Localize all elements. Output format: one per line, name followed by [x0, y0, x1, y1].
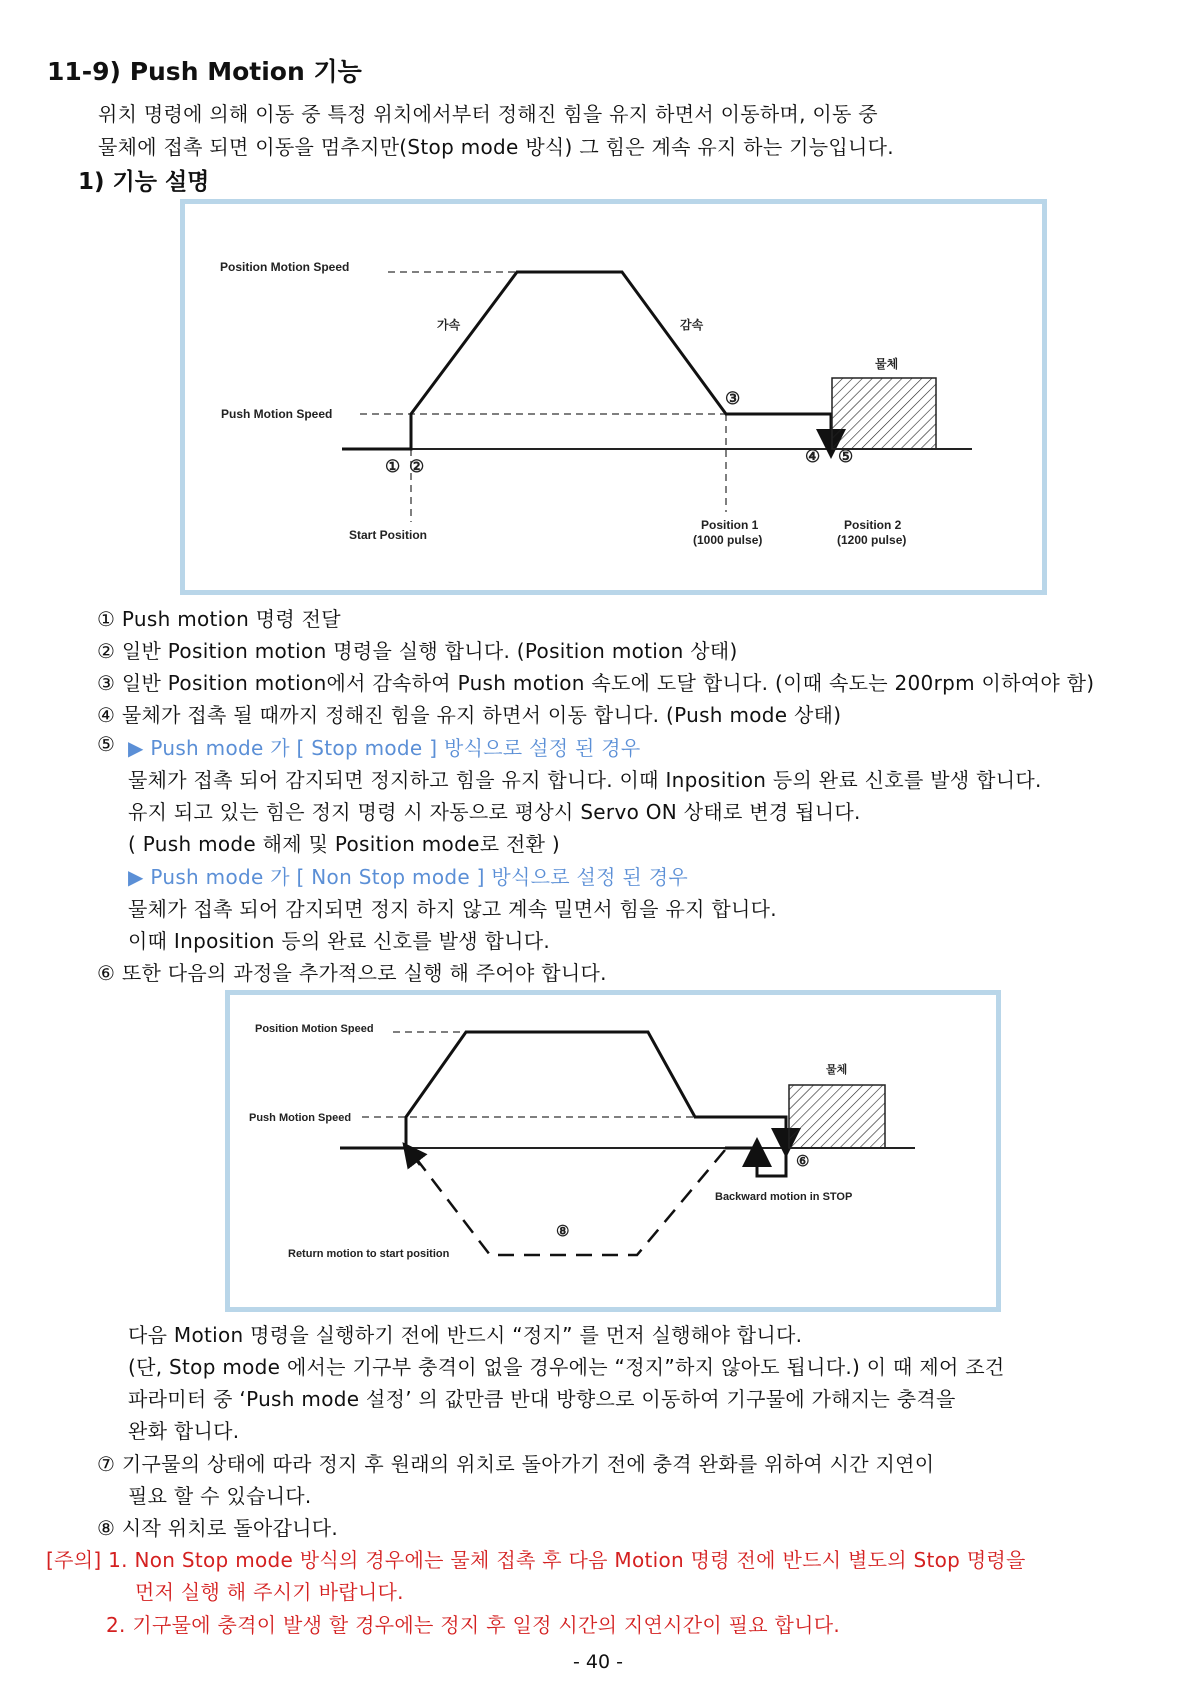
section-heading: 1) 기능 설명 [78, 169, 210, 195]
marker-3: ③ [725, 389, 741, 408]
intro-line-2: 물체에 접촉 되면 이동을 멈추지만(Stop mode 방식) 그 힘은 계속 유지 하는 기능입니다. [98, 135, 894, 159]
step-1: ① Push motion 명령 전달 [97, 607, 341, 631]
marker-4: ④ [805, 447, 821, 466]
step-5-line-3: ( Push mode 해제 및 Position mode로 전환 ) [128, 832, 560, 856]
note-2: 2. 기구물에 충격이 발생 할 경우에는 정지 후 일정 시간의 지연시간이 필요 합니다. [106, 1613, 841, 1637]
label-return: Return motion to start position [288, 1248, 450, 1260]
after-line-1: 다음 Motion 명령을 실행하기 전에 반드시 “정지” 를 먼저 실행해야 합니다. [128, 1323, 803, 1347]
label-position-1-sub: (1000 pulse) [693, 533, 763, 547]
after-line-3: 파라미터 중 ‘Push mode 설정’ 의 값만큼 반대 방향으로 이동하여 기구물에 가해지는 충격을 [128, 1387, 956, 1411]
step-8: ⑧ 시작 위치로 돌아갑니다. [97, 1516, 339, 1540]
label-backward: Backward motion in STOP [715, 1191, 853, 1203]
step-5-marker: ⑤ [97, 732, 116, 756]
step-5-nonstop-heading: ▶ Push mode 가 [ Non Stop mode ] 방식으로 설정 된 경우 [128, 865, 688, 889]
return-motion-diagram [225, 990, 1001, 1312]
label-object-2: 물체 [826, 1064, 848, 1076]
note-1: [주의] 1. Non Stop mode 방식의 경우에는 물체 접촉 후 다음 Motion 명령 전에 반드시 별도의 Stop 명령을 [46, 1548, 1026, 1572]
marker-8: ⑧ [556, 1223, 570, 1240]
after-line-2: (단, Stop mode 에서는 기구부 충격이 없을 경우에는 “정지”하지 않아도 됩니다.) 이 때 제어 조건 [128, 1355, 1005, 1379]
step-3: ③ 일반 Position motion에서 감속하여 Push motion 속도에 도달 합니다. (이때 속도는 200rpm 이하여야 함) [97, 671, 1095, 695]
step-5-line-2: 유지 되고 있는 힘은 정지 명령 시 자동으로 평상시 Servo ON 상태로 변경 됩니다. [128, 800, 861, 824]
backward-motion-path [757, 1148, 786, 1176]
speed-profile-2 [340, 1032, 786, 1148]
marker-1: ① [385, 457, 401, 476]
object-block [832, 378, 936, 449]
label-push-motion-speed: Push Motion Speed [221, 407, 333, 421]
nonstop-line-2: 이때 Inposition 등의 완료 신호를 발생 합니다. [128, 929, 551, 953]
after-line-4: 완화 합니다. [128, 1419, 240, 1443]
label-position-2: Position 2 [844, 518, 902, 532]
speed-profile [342, 272, 831, 449]
object-block-2 [789, 1085, 885, 1148]
label-position-2-sub: (1200 pulse) [837, 533, 907, 547]
marker-5: ⑤ [838, 447, 854, 466]
label-position-motion-speed-2: Position Motion Speed [255, 1023, 374, 1035]
step-2: ② 일반 Position motion 명령을 실행 합니다. (Position motion 상태) [97, 639, 738, 663]
step-4: ④ 물체가 접촉 될 때까지 정해진 힘을 유지 하면서 이동 합니다. (Push mode 상태) [97, 703, 842, 727]
step-7-line-1: ⑦ 기구물의 상태에 따라 정지 후 원래의 위치로 돌아가기 전에 충격 완화를 위하여 시간 지연이 [97, 1452, 935, 1476]
push-motion-diagram [180, 199, 1047, 595]
label-accel: 가속 [437, 318, 461, 332]
step-5-stop-heading: ▶ Push mode 가 [ Stop mode ] 방식으로 설정 된 경우 [128, 736, 641, 760]
intro-line-1: 위치 명령에 의해 이동 중 특정 위치에서부터 정해진 힘을 유지 하면서 이동하며, 이동 중 [98, 102, 878, 126]
marker-2: ② [409, 457, 425, 476]
step-5-line-1: 물체가 접촉 되어 감지되면 정지하고 힘을 유지 합니다. 이때 Inposition 등의 완료 신호를 발생 합니다. [128, 768, 1042, 792]
nonstop-line-1: 물체가 접촉 되어 감지되면 정지 하지 않고 계속 밀면서 힘을 유지 합니다. [128, 897, 777, 921]
step-7-line-2: 필요 할 수 있습니다. [128, 1484, 312, 1508]
label-decel: 감속 [680, 318, 704, 332]
step-6: ⑥ 또한 다음의 과정을 추가적으로 실행 해 주어야 합니다. [97, 961, 607, 985]
marker-6: ⑥ [796, 1153, 810, 1170]
label-object: 물체 [875, 357, 899, 371]
label-push-motion-speed-2: Push Motion Speed [249, 1112, 352, 1124]
page-title: 11-9) Push Motion 기능 [47, 57, 362, 86]
label-position-1: Position 1 [701, 518, 759, 532]
label-position-motion-speed: Position Motion Speed [220, 260, 350, 274]
note-1-cont: 먼저 실행 해 주시기 바랍니다. [135, 1580, 404, 1604]
page-number: - 40 - [573, 1651, 623, 1673]
label-start-position: Start Position [349, 528, 428, 542]
